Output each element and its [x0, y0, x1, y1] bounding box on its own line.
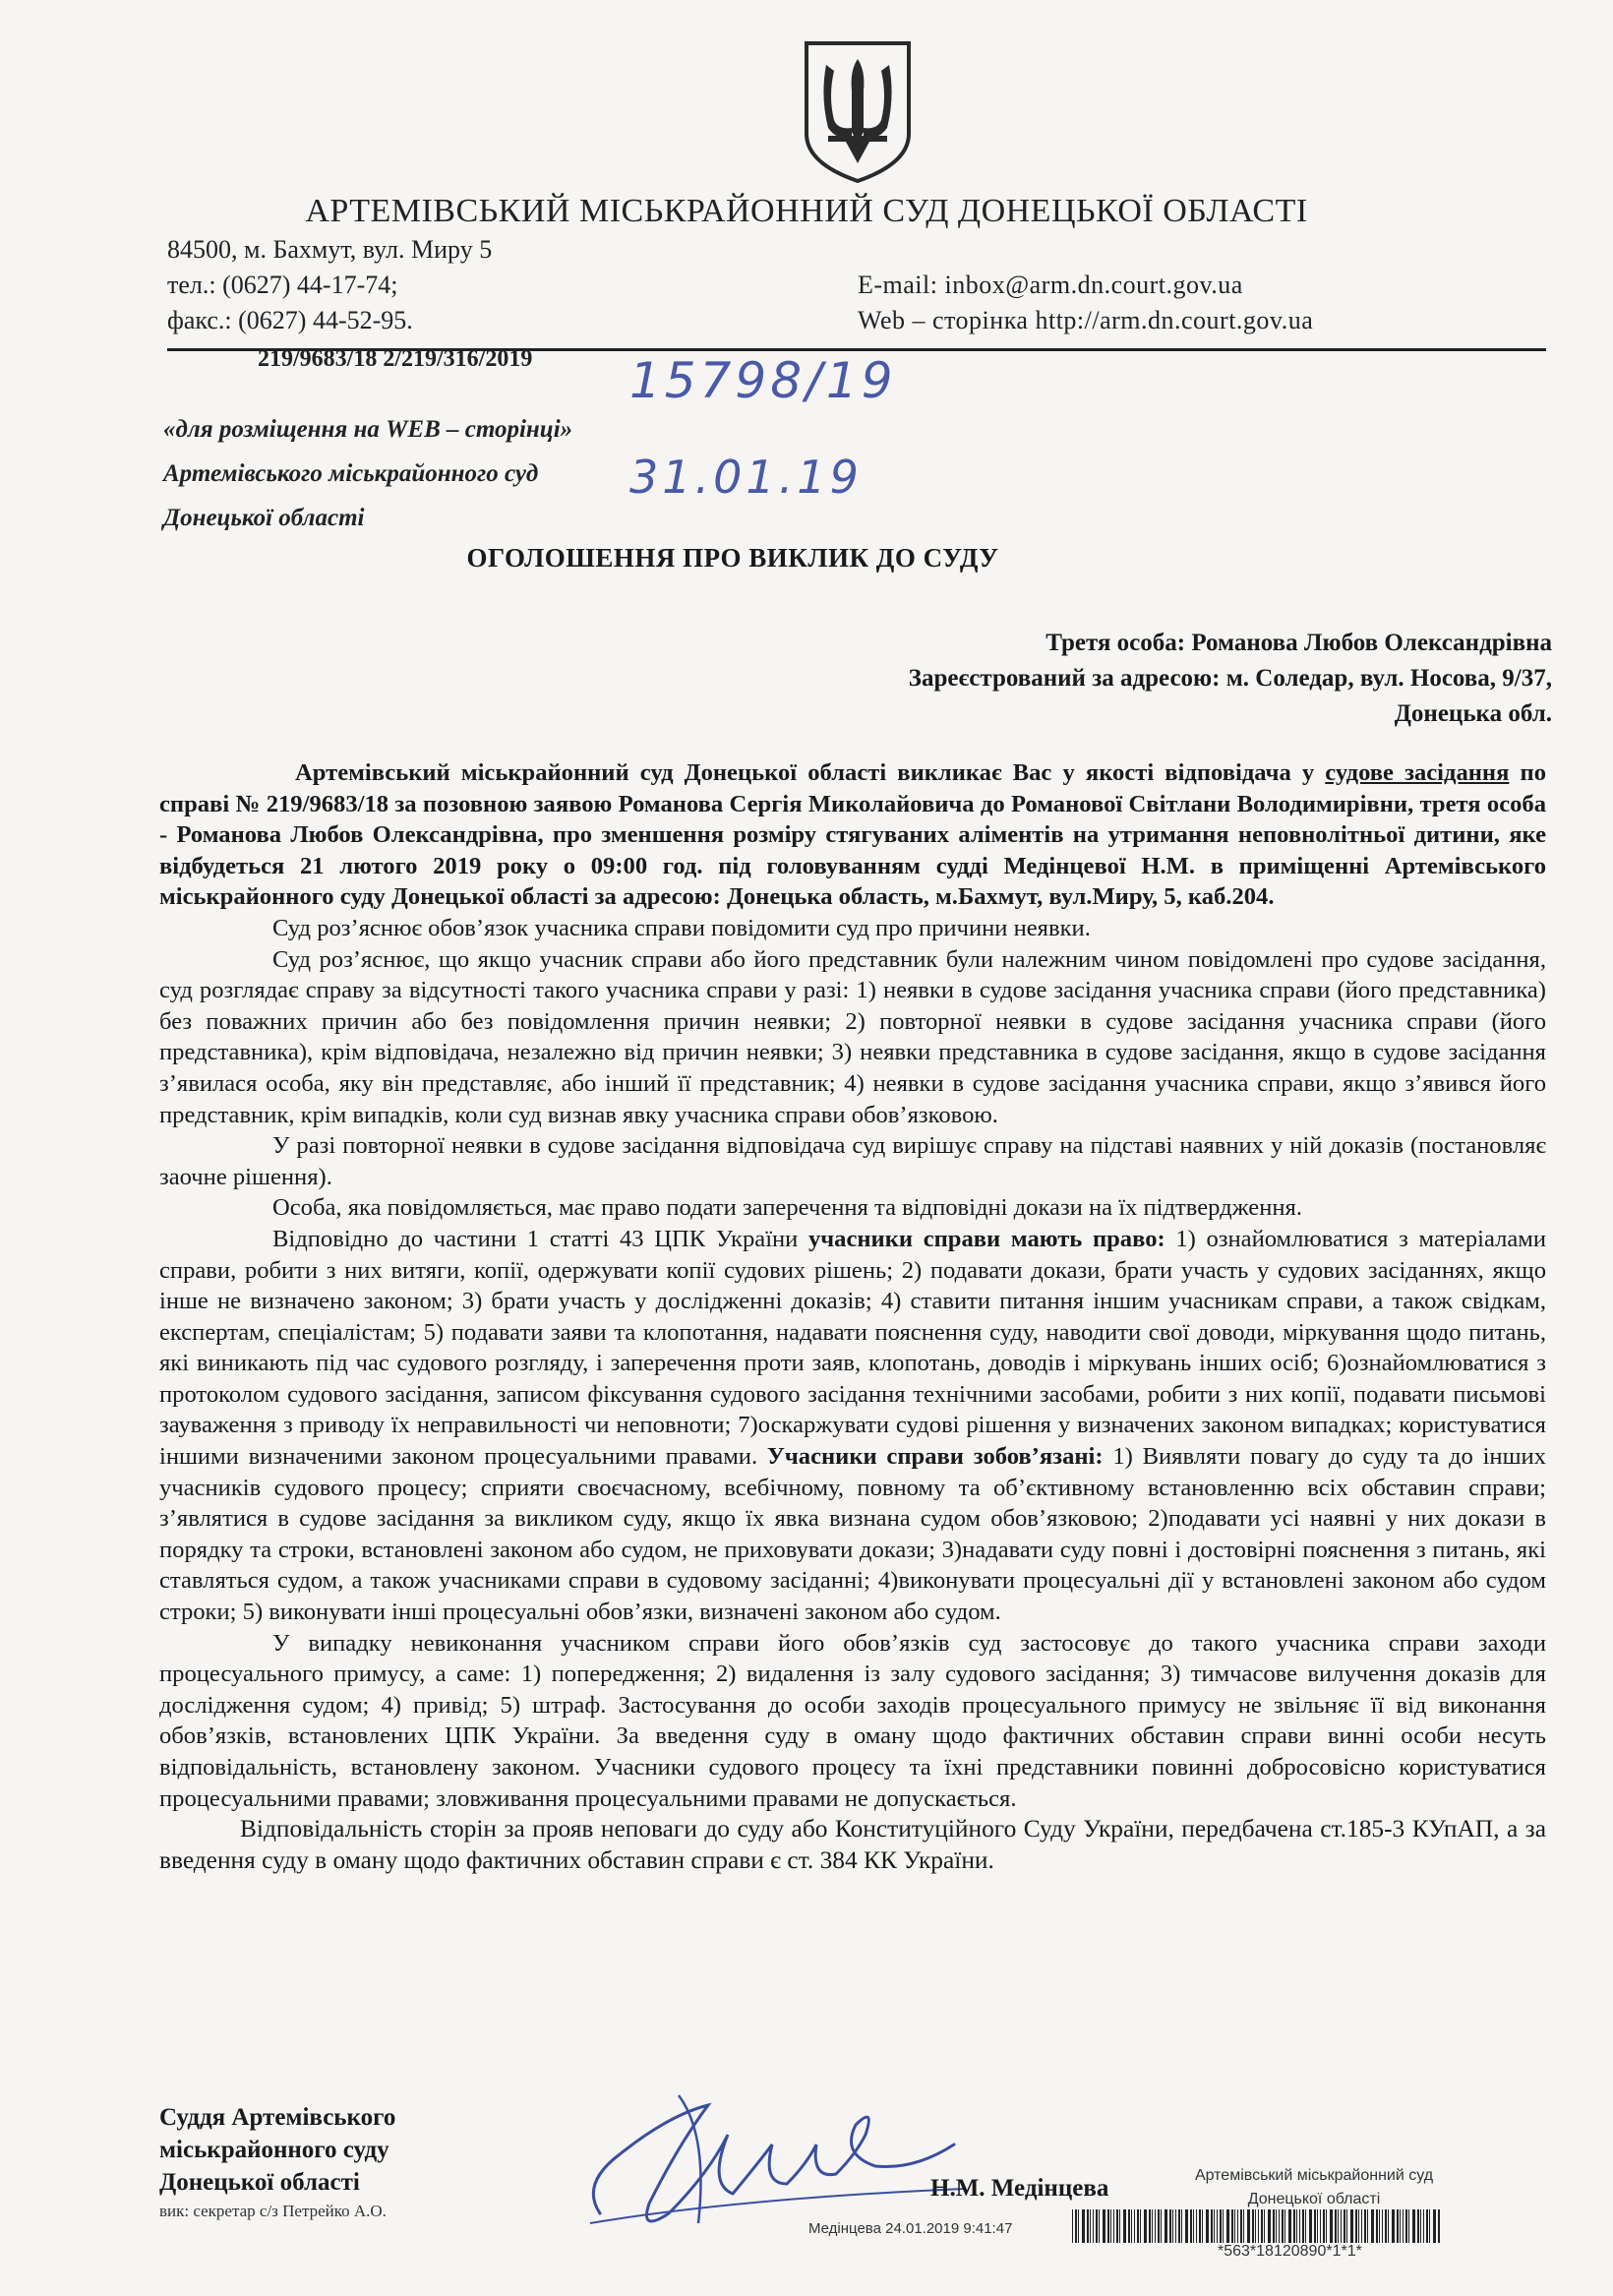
party-line: Зареєстрований за адресою: м. Соледар, вул. Носова, 9/37, [908, 665, 1552, 692]
rights-text: 1) ознайомлюватися з матеріалами справи, робити з них витяги, копії, одержувати копії судових рішень; 2) подавати докази, брати участь у судових засіданнях, якщо інше не визначено законом; 3) брати участь у дослідженні доказів; 4) ставити питання іншим учасникам справи, а також свідкам, експертам, спеціалістам; 5) подавати заяви та клопотання, надавати пояснення суду, наводити свої доводи, міркування щодо питань, які виникають під час судового розгляду, і заперечення проти заяв, клопотань, доводів і міркувань інших осіб; 6)ознайомлюватися з протоколом судового засідання, записом фіксування судового засідання технічними засобами, робити з них копії, подавати письмові зауваження з приводу їх неправильності чи неповноти; 7)оскаржувати судові рішення у визначених законом випадках; користуватися іншими визначеними законом процесуальними правами. [159, 1225, 1546, 1471]
web-note-line: Донецької області [163, 505, 365, 531]
summons-text: Артемівський міськрайонний суд Донецької області викликає Вас у якості відповідача у [295, 759, 1326, 786]
court-fax: факс.: (0627) 44-52-95. [167, 306, 413, 334]
paragraph: У випадку невиконання учасником справи його обов’язків суд застосовує до такого учасника справи заходи процесуального примусу, а саме: 1) попередження; 2) видалення із залу судового засідання; 3) тимчасове вилучення доказів для дослідження судом; 4) привід; 5) штраф. Застосування до особи заходів процесуального примусу не звільняє її від виконання обов’язків, встановлених ЦПК України. За введення суду в оману щодо фактичних обставин справи винні особи несуть відповідальність, встановлену законом. Учасники судового процесу та їхні представники повинні добросовісно користуватися процесуальними правами; зловживання процесуальними правами не допускається. [159, 1629, 1546, 1812]
web-note-line: «для розміщення на WEB – сторінці» [163, 416, 573, 443]
paragraph: У разі повторної неявки в судове засідання відповідача суд вирішує справу на підставі наявних у ній доказів (постановляє заочне рішення). [159, 1132, 1546, 1190]
rights-heading: учасники справи мають право: [808, 1225, 1165, 1252]
judge-title-line: міськрайонного суду [159, 2137, 389, 2163]
paragraph: Суд роз’яснює, що якщо учасник справи або його представник були належним чином повідомлені про судове засідання, суд розглядає справу за відсутності такого учасника справи у разі: 1) неявки в судове засідання учасника справи (його представника) без поважних причин або без повідомлення причин неявки; 2) повторної неявки в судове засідання учасника справи (його представника), крім відповідача, незалежно від причин неявки; 3) неявки представника в судове засідання, якщо в судове засідання з’явилася особа, яку він представляє, або інший її представник; 4) неявки в судове засідання учасника справи, якщо з’явився його представник, крім випадків, коли суд визнав явку учасника справи обов’язковою. [159, 945, 1546, 1128]
contact-left [167, 232, 492, 338]
handwritten-date: 31.01.19 [629, 451, 863, 504]
summons-paragraph [159, 757, 1546, 913]
court-name: АРТЕМІВСЬКИЙ МІСЬКРАЙОННИЙ СУД ДОНЕЦЬКОЇ ОБЛАСТІ [305, 193, 1308, 229]
third-party-block [909, 626, 1552, 732]
executor-note: вик: секретар с/з Петрейко А.О. [159, 2202, 387, 2220]
duties-text: 1) Виявляти повагу до суду та до інших учасників судового процесу; сприяти своєчасному, всебічному, повному та об’єктивному встановленню всіх обставин справи; з’являтися в судове засідання за викликом суду, якщо їх явка визнана судом обов’язковою; 2)подавати усі наявні у них докази в порядку та строки, встановлені законом або судом, не приховувати докази; 3)надавати суду повні і достовірні пояснення з питань, які ставляться судом, а також учасниками справи в судовому засіданні; 4)виконувати процесуальні дії у встановлені законом або судом строки; 5) виконувати інші процесуальні обов’язки, визначені законом або судом. [159, 1443, 1546, 1626]
rights-paragraph [159, 1224, 1546, 1628]
document-title: ОГОЛОШЕННЯ ПРО ВИКЛИК ДО СУДУ [466, 543, 999, 573]
court-address: 84500, м. Бахмут, вул. Миру 5 [167, 235, 493, 264]
barcode-number: *563*18120890*1*1* [1218, 2243, 1362, 2260]
web-note-line: Артемівського міськрайонного суд [163, 460, 539, 487]
case-numbers: 219/9683/18 2/219/316/2019 [258, 346, 533, 372]
judge-title-line: Донецької області [159, 2169, 360, 2196]
web-placement-note [163, 407, 572, 540]
stamp-court-name [1166, 2164, 1462, 2211]
signature-stamp: Медінцева 24.01.2019 9:41:47 [808, 2220, 1013, 2237]
signature-icon [561, 2076, 974, 2243]
stamp-line: Артемівський міськрайонний суд [1194, 2167, 1434, 2184]
document-body [159, 757, 1546, 1876]
paragraph: Суд роз’яснює обов’язок учасника справи повідомити суд про причини неявки. [272, 914, 1091, 941]
judge-title-line: Суддя Артемівського [159, 2104, 396, 2131]
rights-text: Відповідно до частини 1 статті 43 ЦПК України [272, 1225, 808, 1252]
barcode-icon [1070, 2209, 1444, 2243]
party-line: Донецька обл. [1394, 700, 1552, 727]
court-email: E-mail: inbox@arm.dn.court.gov.ua [858, 271, 1243, 299]
court-phone: тел.: (0627) 44-17-74; [167, 271, 398, 299]
paragraph: Особа, яка повідомляється, має право подати заперечення та відповідні докази на їх підтвердження. [272, 1194, 1302, 1222]
court-web: Web – сторінка http://arm.dn.court.gov.ua [858, 306, 1314, 334]
stamp-line: Донецької області [1247, 2191, 1381, 2207]
summons-underlined: судове засідання [1325, 759, 1510, 786]
judge-title-block [159, 2101, 395, 2199]
party-line: Третя особа: Романова Любов Олександрівна [1045, 630, 1552, 656]
trident-emblem-icon [799, 37, 917, 185]
duties-heading: Учасники справи зобов’язані: [766, 1443, 1104, 1471]
handwritten-reg-number: 15798/19 [629, 352, 897, 409]
paragraph: Відповідальність сторін за прояв неповаги до суду або Конституційного Суду України, передбачена ст.185-3 КУпАП, а за введення суду в оману щодо фактичних обставин справи є ст. 384 КК України. [159, 1815, 1546, 1874]
judge-name: Н.М. Медінцева [930, 2175, 1109, 2202]
summons-text: по справі № 219/9683/18 за позовною заявою Романова Сергія Миколайовича до Романової Світлани Володимирівни, третя особа - Романова Любов Олександрівна, про зменшення розміру стягуваних аліментів на утримання неповнолітньої дитини, яке відбудеться 21 лютого 2019 року о 09:00 год. під головуванням судді Медінцевої Н.М. в приміщенні Артемівського міськрайонного суду Донецької області за адресою: Донецька область, м.Бахмут, вул.Миру, 5, каб.204. [159, 759, 1547, 911]
contact-right [858, 268, 1313, 338]
